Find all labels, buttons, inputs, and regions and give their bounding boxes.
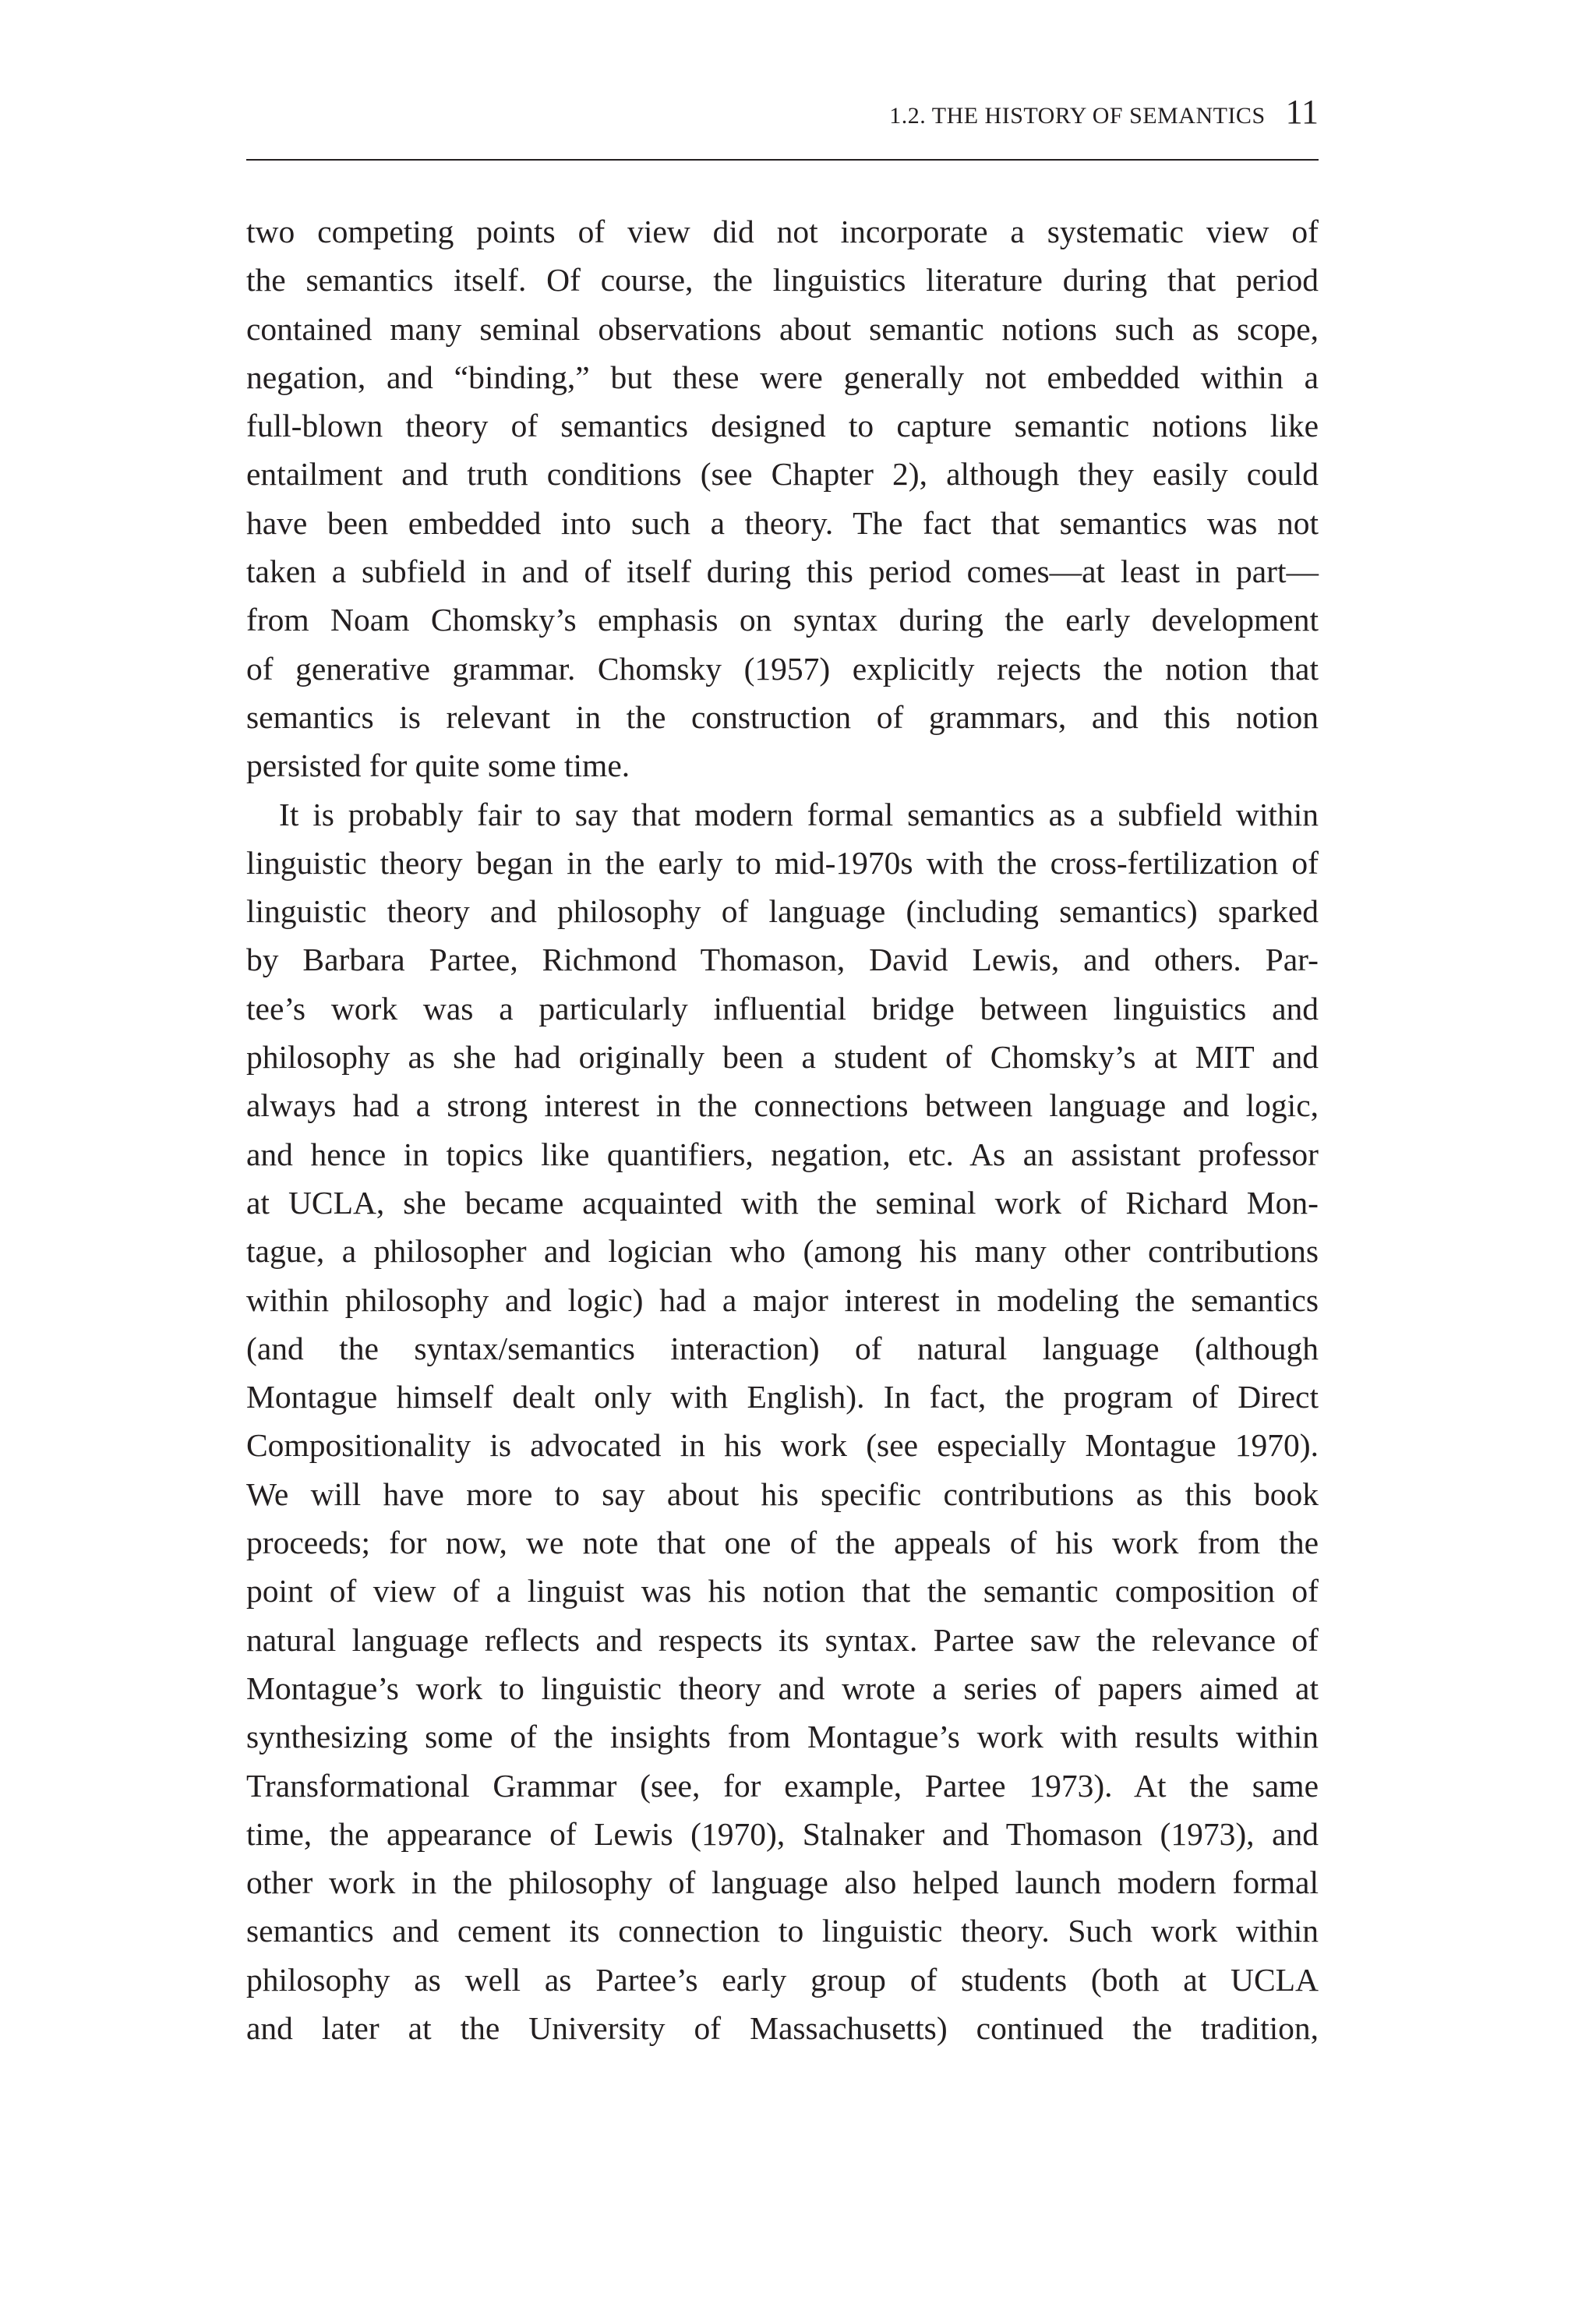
page-number: 11 (1285, 93, 1319, 131)
text-line: from Noam Chomsky’s emphasis on syntax during the early development (246, 602, 1319, 638)
text-line: tee’s work was a particularly influential bridge between linguistics and (246, 990, 1319, 1027)
body-text (246, 207, 1319, 2052)
text-line: contained many seminal observations about semantic notions such as scope, (246, 310, 1319, 347)
text-line: time, the appearance of Lewis (1970), Stalnaker and Thomason (1973), and (246, 1815, 1319, 1852)
text-line: within philosophy and logic) had a major interest in modeling the semantics (246, 1281, 1319, 1318)
text-line: proceeds; for now, we note that one of the appeals of his work from the (246, 1525, 1319, 1561)
text-line: It is probably fair to say that modern formal semantics as a subfield within (279, 796, 1319, 832)
text-line: and hence in topics like quantifiers, negation, etc. As an assistant professor (246, 1136, 1319, 1172)
text-line: at UCLA, she became acquainted with the seminal work of Richard Mon- (246, 1184, 1319, 1221)
text-line: tague, a philosopher and logician who (among his many other contributions (246, 1233, 1319, 1270)
text-line: linguistic theory and philosophy of language (including semantics) sparked (246, 893, 1319, 930)
paragraph-1 (246, 207, 1319, 790)
text-line: (and the syntax/semantics interaction) of natural language (although (246, 1330, 1319, 1366)
text-line: point of view of a linguist was his notion that the semantic composition of (246, 1573, 1319, 1610)
text-line: negation, and “binding,” but these were generally not embedded within a (246, 359, 1319, 395)
text-line: by Barbara Partee, Richmond Thomason, David Lewis, and others. Par- (246, 942, 1319, 978)
text-line: semantics is relevant in the construction of grammars, and this notion (246, 698, 1319, 735)
text-line: Compositionality is advocated in his work (see especially Montague 1970). (246, 1427, 1319, 1464)
text-line: persisted for quite some time. (246, 747, 630, 784)
text-line: linguistic theory began in the early to mid-1970s with the cross-fertilization of (246, 844, 1319, 881)
text-line: other work in the philosophy of language also helped launch modern formal (246, 1864, 1319, 1901)
text-line: always had a strong interest in the connections between language and logic, (246, 1087, 1319, 1124)
text-line: have been embedded into such a theory. The fact that semantics was not (246, 504, 1319, 541)
text-line: natural language reflects and respects its syntax. Partee saw the relevance of (246, 1621, 1319, 1658)
text-line: Montague himself dealt only with English). In fact, the program of Direct (246, 1379, 1319, 1415)
section-title: 1.2. THE HISTORY OF SEMANTICS (889, 103, 1266, 129)
text-line: We will have more to say about his specific contributions as this book (246, 1475, 1319, 1512)
text-line: the semantics itself. Of course, the linguistics literature during that period (246, 262, 1319, 299)
book-page (246, 0, 1319, 2297)
text-line: taken a subfield in and of itself during this period comes—at least in part— (246, 553, 1319, 590)
text-line: entailment and truth conditions (see Chapter 2), although they easily could (246, 456, 1319, 493)
text-line: synthesizing some of the insights from Montague’s work with results within (246, 1719, 1319, 1755)
text-line: philosophy as well as Partee’s early group of students (both at UCLA (246, 1961, 1319, 1998)
text-line: Transformational Grammar (see, for example, Partee 1973). At the same (246, 1767, 1319, 1804)
text-line: semantics and cement its connection to linguistic theory. Such work within (246, 1913, 1319, 1949)
text-line: and later at the University of Massachusetts) continued the tradition, (246, 2009, 1319, 2046)
text-line: Montague’s work to linguistic theory and wrote a series of papers aimed at (246, 1670, 1319, 1706)
header-rule (246, 159, 1319, 161)
text-line: philosophy as she had originally been a student of Chomsky’s at MIT and (246, 1039, 1319, 1076)
text-line: of generative grammar. Chomsky (1957) explicitly rejects the notion that (246, 650, 1319, 687)
text-line: full-blown theory of semantics designed to capture semantic notions like (246, 408, 1319, 444)
paragraph-2 (246, 790, 1319, 2053)
running-head (246, 92, 1319, 139)
text-line: two competing points of view did not incorporate a systematic view of (246, 214, 1319, 249)
